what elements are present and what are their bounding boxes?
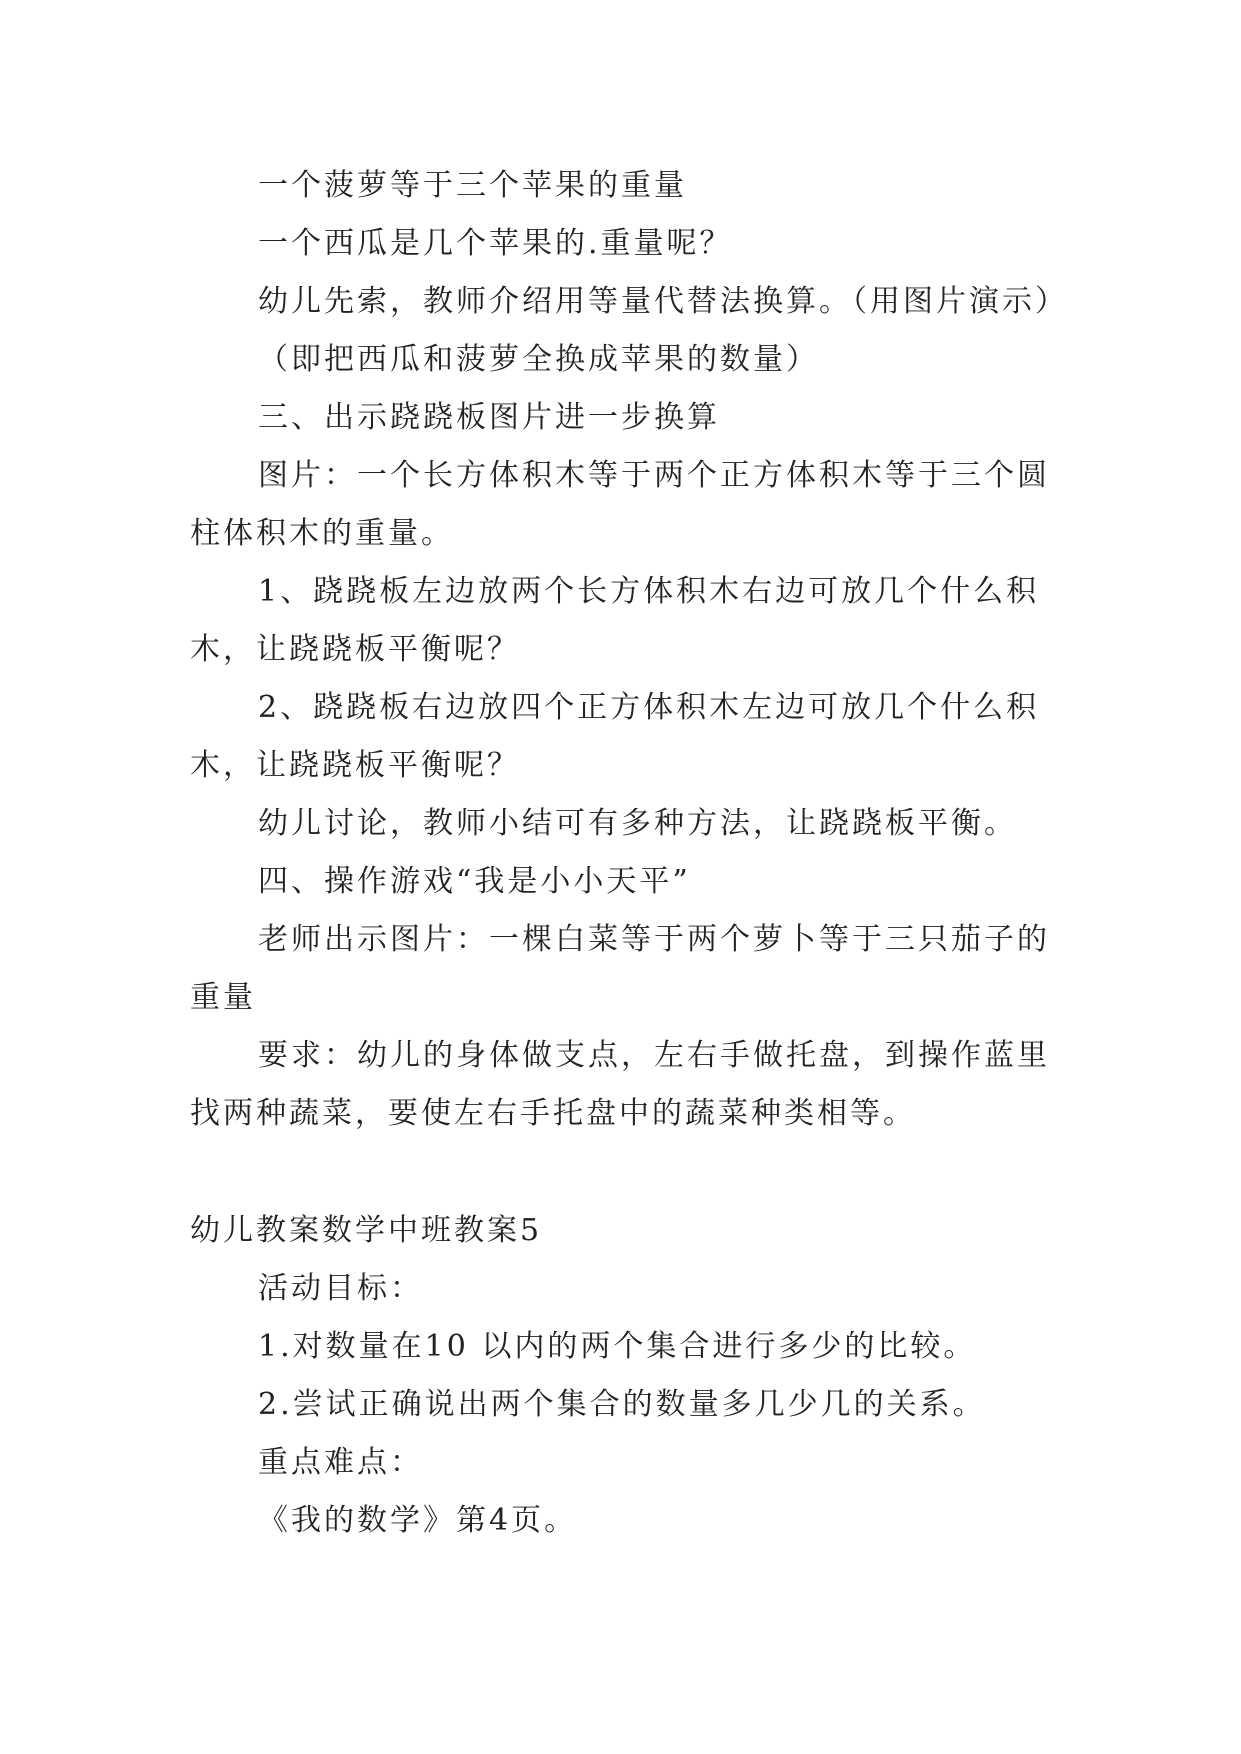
paragraph-line: 图片：一个长方体积木等于两个正方体积木等于三个圆 xyxy=(258,458,1050,493)
paragraph-line: 要求：幼儿的身体做支点，左右手做托盘，到操作蓝里 xyxy=(258,1038,1050,1073)
paragraph-line: 老师出示图片：一棵白菜等于两个萝卜等于三只茄子的 xyxy=(258,922,1050,957)
paragraph-line: 木，让跷跷板平衡呢？ xyxy=(190,748,520,783)
paragraph-line: 柱体积木的重量。 xyxy=(190,516,454,551)
paragraph-line: 幼儿讨论，教师小结可有多种方法，让跷跷板平衡。 xyxy=(258,806,1017,841)
paragraph-line: 2、跷跷板右边放四个正方体积木左边可放几个什么积 xyxy=(258,690,1040,725)
paragraph-line: 《我的数学》第4页。 xyxy=(258,1503,578,1538)
paragraph-line: 活动目标： xyxy=(258,1271,423,1306)
paragraph-line: 1、跷跷板左边放两个长方体积木右边可放几个什么积 xyxy=(258,574,1040,609)
paragraph-line: 一个菠萝等于三个苹果的重量 xyxy=(258,168,687,203)
paragraph-line: （即把西瓜和菠萝全换成苹果的数量） xyxy=(258,342,819,377)
paragraph-line: 找两种蔬菜，要使左右手托盘中的蔬菜种类相等。 xyxy=(190,1096,916,1131)
section-title: 幼儿教案数学中班教案5 xyxy=(190,1213,543,1248)
paragraph-line: 重点难点： xyxy=(258,1445,423,1480)
paragraph-line: 木，让跷跷板平衡呢？ xyxy=(190,632,520,667)
paragraph-line: 一个西瓜是几个苹果的.重量呢？ xyxy=(258,226,733,261)
paragraph-line: 幼儿先索，教师介绍用等量代替法换算。（用图片演示） xyxy=(258,284,1068,319)
section-heading: 四、操作游戏“我是小小天平” xyxy=(258,864,691,899)
paragraph-line: 重量 xyxy=(190,980,256,1015)
section-heading: 三、出示跷跷板图片进一步换算 xyxy=(258,400,720,435)
paragraph-line: 2.尝试正确说出两个集合的数量多几少几的关系。 xyxy=(258,1387,986,1422)
paragraph-line: 1.对数量在10 以内的两个集合进行多少的比较。 xyxy=(258,1329,977,1364)
